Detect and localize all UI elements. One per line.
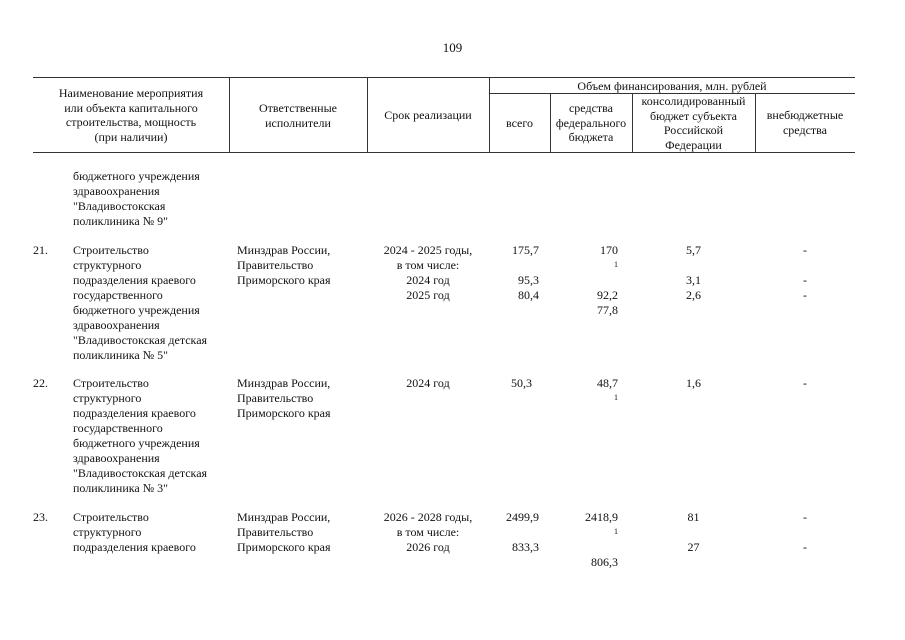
row-number: 23. (33, 510, 48, 524)
header-extra: внебюджетные средства (766, 108, 844, 137)
row-name: Строительство структурного подразделения краевого государственного бюджетного учреждения здравоохранения "Владивостокская детская поликлиника № 5" (73, 243, 208, 362)
row-regional: 81 27 (687, 510, 700, 554)
row-executors: Минздрав России, Правительство Приморского края (237, 243, 331, 287)
row-total: 175,7 95,3 80,4 (512, 243, 539, 302)
row-total: 2499,9 833,3 (506, 510, 539, 554)
row-period: 2024 - 2025 годы, в том числе: 2024 год 2025 год (383, 243, 473, 302)
row-extra: - (803, 376, 807, 390)
header-bottom-rule (33, 152, 855, 153)
row-regional: 5,7 3,1 2,6 (686, 243, 701, 302)
row-federal: 48,7 1 (550, 376, 618, 406)
header-regional: консолидированный бюджет субъекта Российской Федерации (641, 94, 746, 152)
row-executors: Минздрав России, Правительство Приморского края (237, 510, 331, 554)
page-number: 109 (442, 40, 463, 55)
row-regional: 1,6 (686, 376, 701, 390)
header-name: Наименование мероприятия или объекта капитального строительства, мощность (при наличии) (58, 86, 204, 144)
row-executors: Минздрав России, Правительство Приморского края (237, 376, 331, 420)
row-period: 2026 - 2028 годы, в том числе: 2026 год (383, 510, 473, 554)
footnote-mark: 1 (614, 260, 618, 269)
footnote-mark: 1 (614, 393, 618, 402)
row-federal: 170 1 92,2 77,8 (550, 243, 618, 318)
row-extra: - - - (803, 243, 807, 302)
row-federal: 2418,9 1 806,3 (550, 510, 618, 570)
row-name: Строительство структурного подразделения краевого (73, 510, 196, 554)
header-period: Срок реализации (384, 108, 472, 122)
continuation-text: бюджетного учреждения здравоохранения "Владивостокская поликлиника № 9" (73, 169, 200, 228)
header-financing: Объем финансирования, млн. рублей (577, 79, 767, 93)
footnote-mark: 1 (614, 527, 618, 536)
row-name: Строительство структурного подразделения краевого государственного бюджетного учреждения здравоохранения "Владивостокская детская поликлиника № 3" (73, 376, 208, 495)
row-total: 50,3 (511, 376, 532, 390)
row-period: 2024 год (406, 376, 450, 390)
header-executors: Ответственные исполнители (259, 101, 337, 130)
header-top-rule (33, 77, 855, 78)
row-extra: - - (803, 510, 807, 554)
row-number: 22. (33, 376, 48, 390)
row-number: 21. (33, 243, 48, 257)
header-total: всего (505, 116, 534, 130)
header-federal: средства федерального бюджета (555, 101, 627, 144)
